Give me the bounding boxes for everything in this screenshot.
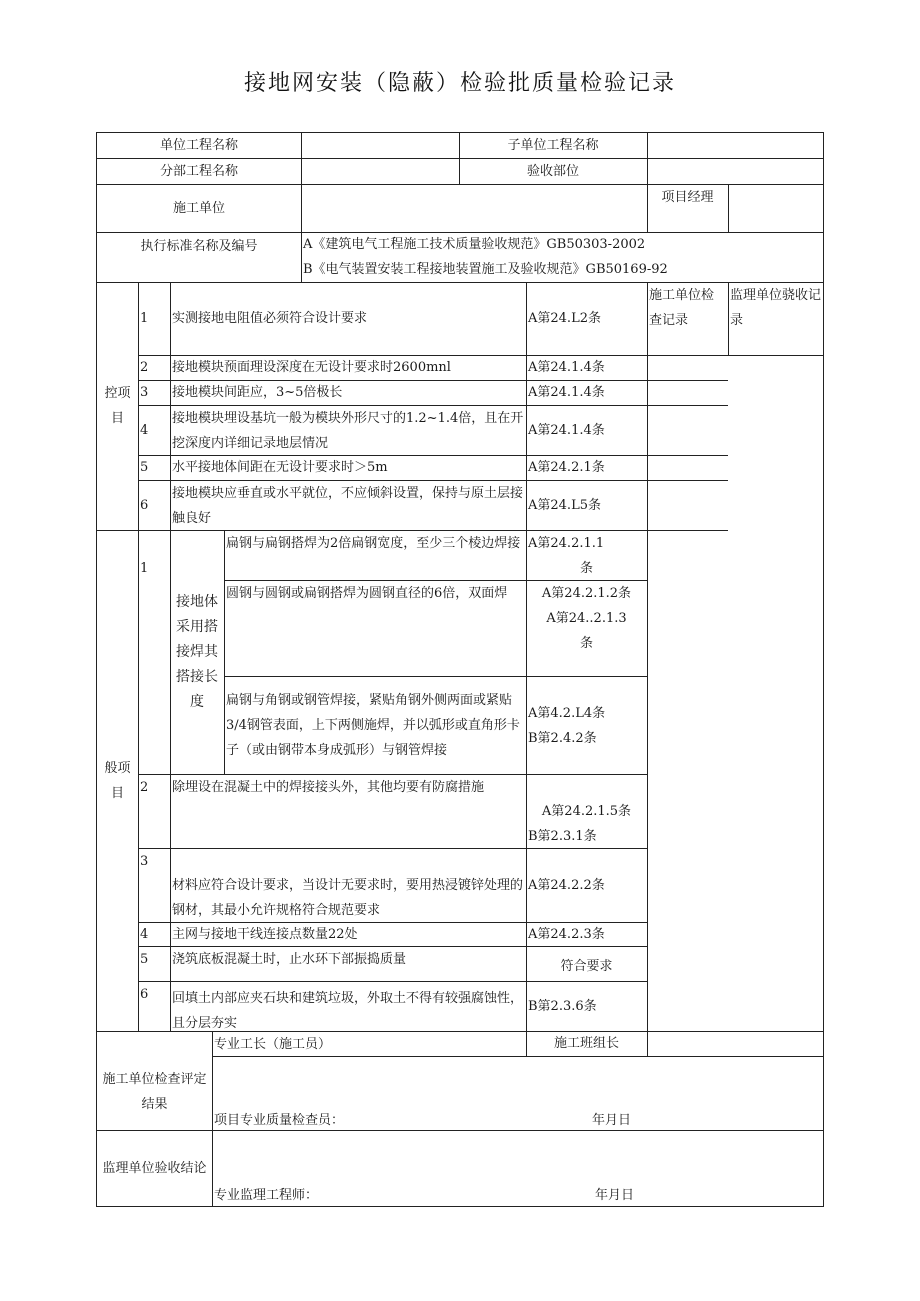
- main-row-3-text: 接地模块间距应，3~5倍极长: [172, 385, 343, 400]
- weld-row-1-text: 扁钢与扁钢搭焊为2倍扁钢宽度，至少三个棱边焊接: [226, 536, 521, 551]
- supervisor-result-label: 监理单位验收结论: [102, 1160, 207, 1176]
- project-manager-label: 项目经理: [661, 190, 714, 205]
- general-row-2-ref-a: A第24.2.1.5条: [541, 804, 632, 819]
- main-row-1-num: 1: [140, 311, 149, 326]
- division-field[interactable]: [301, 158, 459, 184]
- team-leader-label: 施工班组长: [553, 1036, 619, 1051]
- acceptance-part-field[interactable]: [647, 158, 823, 184]
- general-row-3-ref: A第24.2.2条: [528, 878, 605, 893]
- main-row-4-num: 4: [140, 422, 149, 438]
- main-row-2-ref: A第24.1.4条: [528, 360, 605, 375]
- general-items-label: 般项目: [104, 760, 131, 801]
- supervisor-engineer-label: 专业监理工程师：: [214, 1188, 319, 1203]
- general-row-2-num: 2: [140, 780, 149, 795]
- contractor-result-label: 施工单位检查评定结果: [102, 1072, 207, 1112]
- weld-row-2-ref-b: A第24..2.1.3: [546, 611, 627, 626]
- general-row-6-num: 6: [140, 987, 149, 1002]
- project-manager-field[interactable]: [728, 184, 823, 232]
- team-leader-field[interactable]: [647, 1031, 823, 1056]
- main-row-1-ref: A第24.L2条: [528, 311, 601, 326]
- main-row-3-num: 3: [140, 385, 149, 400]
- general-row-4-ref: A第24.2.3条: [528, 926, 605, 942]
- general-row-3-num: 3: [140, 854, 149, 869]
- general-row-2-ref-b: B第2.3.1条: [528, 829, 597, 844]
- weld-row-2-text: 圆钢与圆钢或扁钢搭焊为圆钢直径的6倍，双面焊: [226, 586, 508, 601]
- date-label-supervisor: 年月日: [595, 1188, 635, 1203]
- weld-row-3-text: 扁钢与角钢或钢管焊接，紧贴角钢外侧两面或紧贴3/4钢管表面，上下两侧施焊，并以弧形或直角形卡子（或由钢带本身成弧形）与钢管焊接: [226, 692, 520, 758]
- quality-inspector-label: 项目专业质量检查员：: [214, 1113, 345, 1128]
- main-row-1-text: 实测接地电阻值必须符合设计要求: [172, 311, 368, 326]
- general-row-3-text: 材料应符合设计要求，当设计无要求时，要用热浸镀锌处理的钢材，其最小允许规格符合规范要求: [172, 878, 524, 918]
- contractor-field[interactable]: [301, 184, 647, 232]
- sub-unit-project-field[interactable]: [647, 133, 823, 158]
- acceptance-part-label: 验收部位: [526, 163, 579, 179]
- standard-label: 执行标准名称及编号: [140, 239, 258, 254]
- unit-project-field[interactable]: [301, 133, 459, 158]
- foreman-label: 专业工长（施工员）: [214, 1037, 332, 1052]
- general-row-2-text: 除埋设在混凝土中的焊接接头外，其他均要有防腐措施: [172, 780, 485, 795]
- main-row-2-num: 2: [140, 360, 149, 375]
- date-label-contractor: 年月日: [592, 1113, 632, 1128]
- weld-row-2-ref-a: A第24.2.1.2条: [541, 586, 632, 601]
- main-row-4-ref: A第24.1.4条: [528, 422, 605, 438]
- main-row-6-num: 6: [140, 497, 149, 513]
- general-row-5-ref: 符合要求: [560, 959, 613, 974]
- general-row-6-ref: B第2.3.6条: [528, 998, 597, 1014]
- main-items-label: 控项目: [104, 386, 131, 426]
- main-row-6-ref: A第24.L5条: [528, 497, 601, 513]
- main-row-5-text: 水平接地体间距在无设计要求时＞5m: [172, 460, 388, 475]
- contractor-label: 施工单位: [172, 200, 225, 216]
- general-row-5-num: 5: [140, 952, 149, 967]
- standard-a: A《建筑电气工程施工技术质量验收规范》GB50303-2002: [303, 237, 646, 252]
- main-row-6-text: 接地模块应垂直或水平就位，不应倾斜设置，保持与原土层接触良好: [172, 486, 524, 526]
- main-row-3-ref: A第24.1.4条: [528, 385, 605, 400]
- weld-row-1-ref-b: 条: [579, 561, 593, 576]
- weld-row-2-ref-c: 条: [579, 636, 593, 651]
- weld-row-3-ref-a: A第4.2.L4条: [528, 706, 606, 721]
- general-row-4-num: 4: [140, 926, 149, 942]
- division-label: 分部工程名称: [159, 163, 238, 179]
- sub-unit-project-label: 子单位工程名称: [507, 138, 599, 153]
- weld-row-1-ref-a: A第24.2.1.1: [528, 536, 605, 551]
- standard-b: B《电气装置安装工程接地装置施工及验收规范》GB50169-92: [303, 262, 668, 277]
- supervisor-check-header: 监理单位骁收记录: [730, 288, 822, 328]
- unit-project-label: 单位工程名称: [159, 138, 238, 153]
- main-row-5-num: 5: [140, 460, 149, 475]
- general-row-4-text: 主网与接地干线连接点数量22处: [172, 926, 358, 942]
- contractor-check-header: 施工单位检查记录: [649, 288, 715, 328]
- page-title: 接地网安装（隐蔽）检验批质量检验记录: [243, 71, 676, 96]
- general-row-6-text: 回填土内部应夹石块和建筑垃圾，外取土不得有较强腐蚀性，且分层夯实: [172, 991, 524, 1031]
- general-row-5-text: 浇筑底板混凝土时，止水环下部振捣质量: [172, 952, 407, 967]
- general-row-1-num: 1: [140, 561, 149, 576]
- main-row-4-text: 接地模块埋设基坑一般为模块外形尺寸的1.2~1.4倍，且在开挖深度内详细记录地层情况: [172, 411, 524, 451]
- weld-row-3-ref-b: B第2.4.2条: [528, 731, 597, 746]
- weld-group-label: 接地体采用搭接焊其搭接长度: [176, 593, 218, 710]
- main-row-2-text: 接地模块预面理设深度在无设计要求时2600mnl: [172, 360, 451, 375]
- main-row-5-ref: A第24.2.1条: [528, 460, 605, 475]
